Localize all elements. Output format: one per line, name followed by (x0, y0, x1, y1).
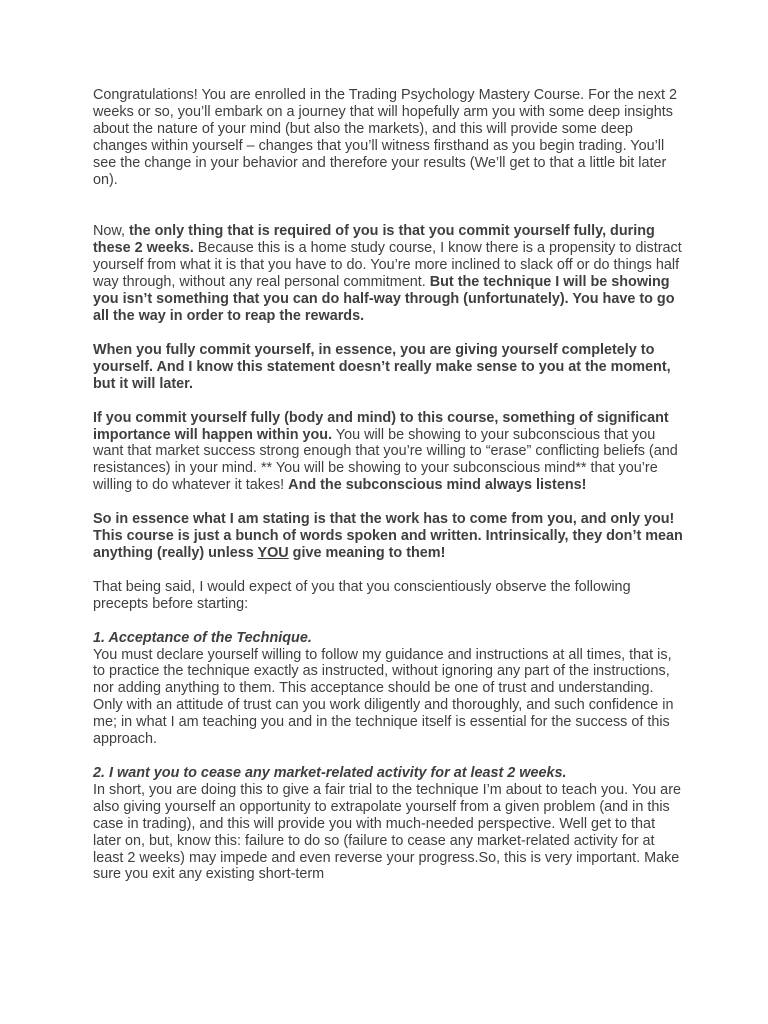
precept-2-heading: 2. I want you to cease any market-related activity for at least 2 weeks. (93, 765, 567, 781)
full-commit-paragraph: When you fully commit yourself, in essence, you are giving yourself completely to yourself. And I know this statement doesn’t really make sense to you at the moment, but it will later. (93, 341, 671, 392)
subconscious-lead: If you commit yourself fully (body and mind) to this course, something of significant importance will happen within you. (93, 409, 669, 443)
precept-1-heading: 1. Acceptance of the Technique. (93, 629, 312, 646)
paragraph-spacer (93, 562, 683, 579)
commitment-requirement: the only thing that is required of you is that you commit yourself fully, during these 2 weeks. (93, 223, 655, 257)
precept-1-body: You must declare yourself willing to follow my guidance and instructions at all times, that is, to practice the technique exactly as instructed, without ignoring any part of the instructions, nor adding anything to them. This acceptance should be one of trust and understanding. Only with an attitude of trust can you work diligently and thoroughly, and such confidence in me; in what I am teaching you and in the technique itself is essential for the success of this approach. (93, 646, 674, 748)
intro-paragraph: Congratulations! You are enrolled in the Trading Psychology Mastery Course. For the next 2 weeks or so, you’ll embark on a journey that will hopefully arm you with some deep insights about the nature of your mind (but also the markets), and this will provide some deep changes within yourself – changes that you’ll witness firsthand as you begin trading. You’ll see the change in your behavior and therefore your results (We’ll get to that a little bit later on). (93, 87, 677, 188)
paragraph-spacer (93, 494, 683, 511)
essence-closing: give meaning to them! (288, 544, 446, 561)
commitment-lead: Now, (93, 223, 129, 240)
paragraph-spacer (93, 188, 683, 223)
document-page (93, 87, 683, 883)
essence-text: So in essence what I am stating is that the work has to come from you, and only you! This course is just a bunch of words spoken and written. Intrinsically, they don’t mean anything (really) unless (93, 511, 683, 561)
commitment-warning: But the technique I will be showing you isn’t something that you can do half-way through (unfortunately). You have to go all the way in order to reap the rewards. (93, 274, 675, 324)
precepts-intro-paragraph: That being said, I would expect of you that you conscientiously observe the following precepts before starting: (93, 578, 631, 612)
essence-paragraph (93, 511, 683, 562)
subconscious-paragraph (93, 410, 683, 495)
subconscious-closing: And the subconscious mind always listens! (288, 477, 587, 494)
precept-2-body: In short, you are doing this to give a fair trial to the technique I’m about to teach you. You are also giving yourself an opportunity to extrapolate yourself from a given problem (and in this case in trading), and this will provide you with much-needed perspective. Well get to that later on, but, know this: failure to do so (failure to cease any market-related activity for at least 2 weeks) may impede and even reverse your progress.So, this is very important. Make sure you exit any existing short-term (93, 781, 681, 883)
paragraph-spacer (93, 325, 683, 342)
essence-you-emphasis: YOU (257, 544, 289, 561)
paragraph-spacer (93, 393, 683, 410)
paragraph-spacer (93, 613, 683, 630)
commitment-explanation: Because this is a home study course, I know there is a propensity to distract yourself from what it is that you have to do. You’re more inclined to slack off or do things half way through, without any real personal commitment. (93, 240, 682, 291)
subconscious-explanation: You will be showing to your subconscious that you want that market success strong enough that you’re willing to “erase” conflicting beliefs (and resistances) in your mind. ** You will be showing to your subconscious mind** that you’re willing to do whatever it takes! (93, 426, 678, 494)
paragraph-spacer (93, 748, 683, 765)
commitment-paragraph (93, 223, 683, 324)
